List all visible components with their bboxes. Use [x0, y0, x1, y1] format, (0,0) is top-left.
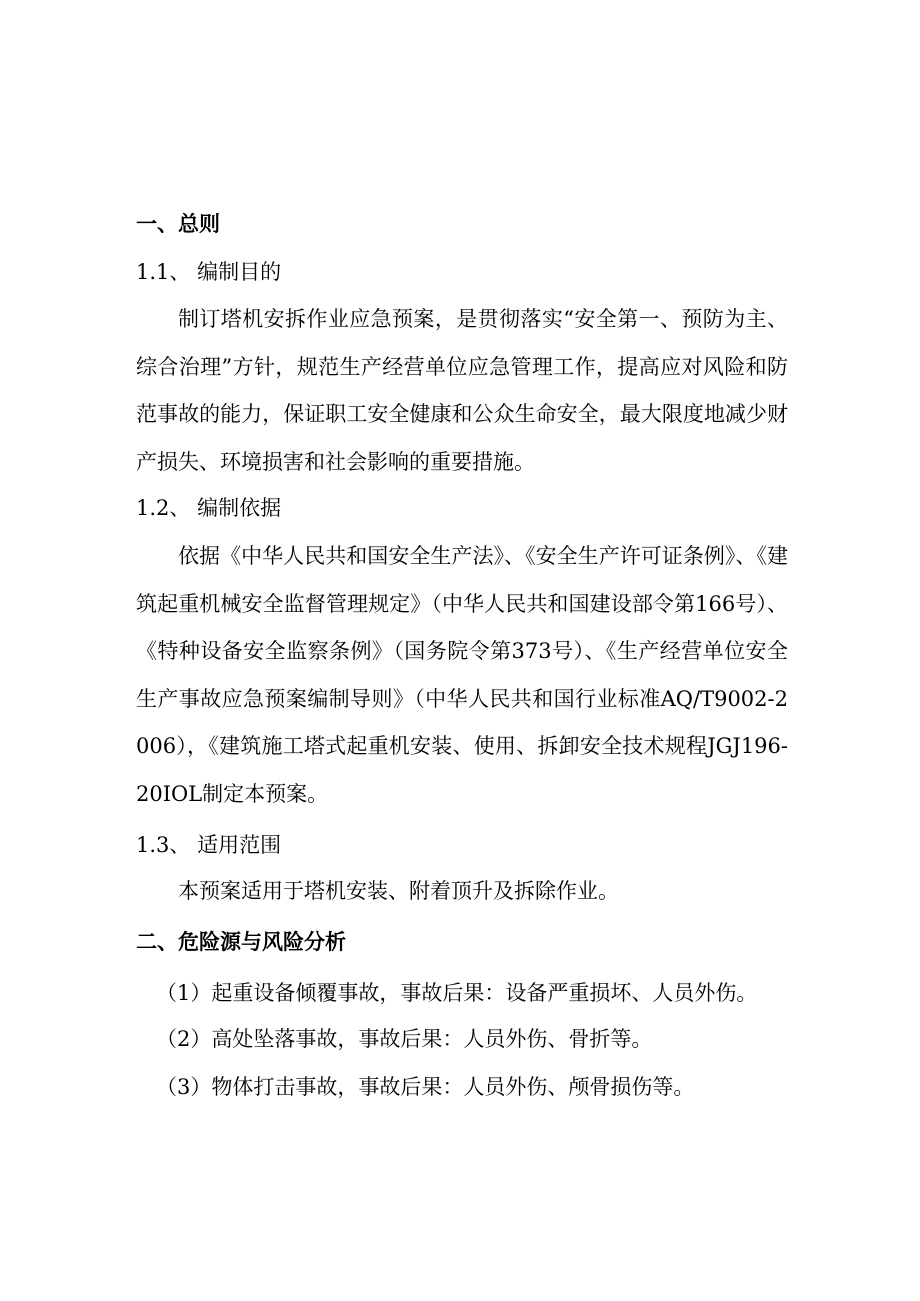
- paragraph-basis: 依据《中华人民共和国安全生产法》、《安全生产许可证条例》、《建筑起重机械安全监督管理规定》（中华人民共和国建设部令第166号）、《特种设备安全监察条例》（国务院令第373号）、《生产经营单位安全生产事故应急预案编制导则》（中华人民共和国行业标准AQ/T9002-2006），《建筑施工塔式起重机安装、使用、拆卸安全技术规程JGJ196-20IOL制定本预案。: [136, 544, 788, 806]
- subsection-title-purpose: 1.1、 编制目的: [136, 260, 282, 284]
- subsection-title-basis: 1.2、 编制依据: [136, 496, 282, 520]
- section-heading-hazards: 二、危险源与风险分析: [136, 930, 346, 954]
- paragraph-scope: 本预案适用于塔机安装、附着顶升及拆除作业。: [178, 879, 619, 903]
- hazard-item: （3）物体打击事故，事故后果：人员外伤、颅骨损伤等。: [156, 1075, 695, 1099]
- hazard-item: （2）高处坠落事故，事故后果：人员外伤、骨折等。: [156, 1027, 653, 1051]
- section-heading-general: 一、总则: [136, 212, 220, 236]
- subsection-title-scope: 1.3、 适用范围: [136, 833, 282, 857]
- hazard-item: （1）起重设备倾覆事故，事故后果：设备严重损坏、人员外伤。: [156, 981, 758, 1005]
- paragraph-purpose: 制订塔机安拆作业应急预案，是贯彻落实“安全第一、预防为主、综合治理”方针，规范生产经营单位应急管理工作，提高应对风险和防范事故的能力，保证职工安全健康和公众生命安全，最大限度地减少财产损失、环境损害和社会影响的重要措施。: [136, 307, 788, 474]
